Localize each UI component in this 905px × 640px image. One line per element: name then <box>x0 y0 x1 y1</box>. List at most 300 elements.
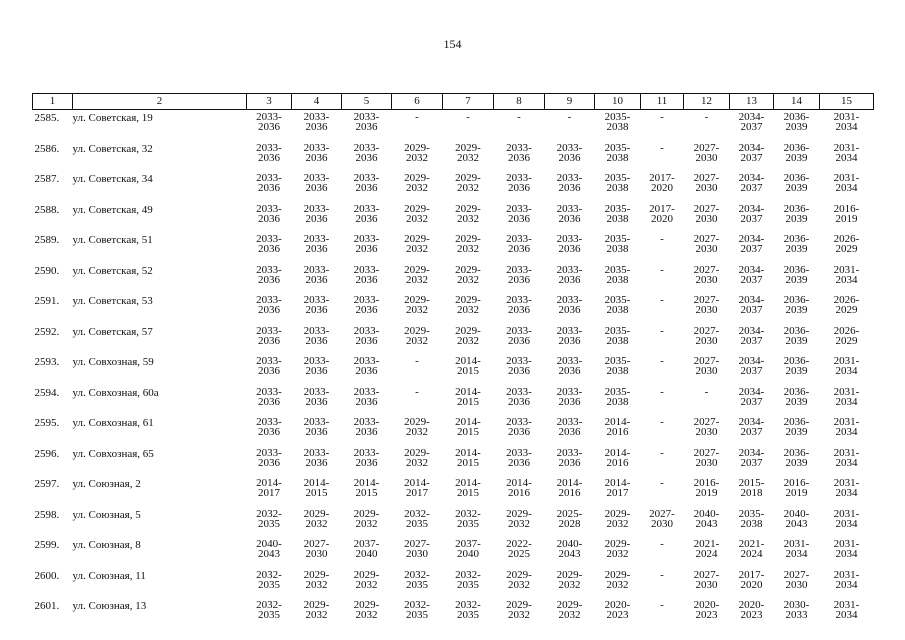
period-cell <box>494 507 545 538</box>
period-value: 2014- 2015 <box>353 477 380 499</box>
period-cell <box>595 385 641 416</box>
period-value: 2026- 2029 <box>833 324 860 347</box>
period-cell <box>545 110 595 141</box>
period-value: - <box>660 538 664 550</box>
period-cell <box>545 507 595 538</box>
row-number: 2592. <box>34 325 60 338</box>
period-value: 2031- 2034 <box>833 538 860 560</box>
period-value: 2029- 2032 <box>404 324 430 347</box>
row-number: 2600. <box>34 569 60 582</box>
period-value: 2034- 2037 <box>738 233 765 255</box>
period-value: 2014- 2017 <box>404 477 430 499</box>
period-cell <box>247 171 292 202</box>
period-cell <box>443 415 494 446</box>
period-value: - <box>466 111 470 123</box>
period-value: 2033- 2036 <box>353 416 380 438</box>
table-row <box>33 476 874 507</box>
period-cell <box>730 263 774 294</box>
period-value: 2034- 2037 <box>738 446 765 469</box>
period-value: 2027- 2030 <box>693 172 720 194</box>
period-cell <box>820 415 874 446</box>
period-value: 2029- 2032 <box>556 568 583 591</box>
period-cell <box>392 141 443 172</box>
address-cell: ул. Советская, 51 <box>72 234 153 246</box>
column-header: 4 <box>292 94 342 110</box>
period-cell <box>392 385 443 416</box>
period-value: 2033- 2036 <box>506 172 532 194</box>
period-cell <box>342 141 392 172</box>
period-cell <box>774 293 820 324</box>
address-cell: ул. Совхозная, 65 <box>72 447 154 460</box>
period-value: - <box>660 294 664 306</box>
period-value: 2029- 2032 <box>506 507 532 530</box>
period-value: 2014- 2015 <box>303 477 330 499</box>
period-cell <box>443 385 494 416</box>
row-number: 2596. <box>34 447 60 460</box>
period-value: - <box>660 324 664 337</box>
period-cell <box>641 568 684 599</box>
period-value: 2033- 2036 <box>303 294 330 316</box>
period-value: 2034- 2037 <box>738 111 765 133</box>
period-value: 2020- 2023 <box>693 599 720 621</box>
period-value: 2033- 2036 <box>303 355 330 377</box>
column-header: 1 <box>33 94 73 110</box>
period-value: 2027- 2030 <box>693 263 720 286</box>
period-value: 2014- 2017 <box>256 477 282 499</box>
period-value: 2033- 2036 <box>303 324 330 347</box>
column-header: 11 <box>641 94 684 110</box>
period-value: 2029- 2032 <box>404 202 430 225</box>
period-cell <box>641 385 684 416</box>
period-value: 2033- 2036 <box>256 233 282 255</box>
period-value: 2025- 2028 <box>556 507 583 530</box>
period-cell <box>595 537 641 568</box>
period-value: 2014- 2015 <box>455 355 481 377</box>
period-cell <box>392 415 443 446</box>
period-cell <box>595 263 641 294</box>
period-cell <box>342 263 392 294</box>
column-header: 10 <box>595 94 641 110</box>
period-cell <box>730 385 774 416</box>
period-value: 2033- 2036 <box>506 385 532 408</box>
period-cell <box>392 537 443 568</box>
table-row <box>33 385 874 416</box>
period-value: 2029- 2032 <box>604 568 631 591</box>
period-value: 2034- 2037 <box>738 355 765 377</box>
address-cell: ул. Советская, 32 <box>72 142 153 155</box>
period-value: 2033- 2036 <box>303 416 330 438</box>
column-header: 5 <box>342 94 392 110</box>
period-value: - <box>660 263 664 276</box>
period-cell <box>820 598 874 629</box>
period-value: 2033- 2036 <box>353 355 380 377</box>
period-value: - <box>415 111 419 123</box>
period-value: 2035- 2038 <box>604 141 631 164</box>
period-value: 2016- 2019 <box>783 477 810 499</box>
period-cell <box>494 293 545 324</box>
period-value: 2036- 2039 <box>783 141 810 164</box>
period-value: 2036- 2039 <box>783 263 810 286</box>
period-cell <box>595 354 641 385</box>
table-row <box>33 141 874 172</box>
address-cell: ул. Советская, 19 <box>72 112 153 124</box>
period-value: 2014- 2015 <box>455 385 481 408</box>
period-value: 2033- 2036 <box>256 141 282 164</box>
period-cell <box>494 476 545 507</box>
period-cell <box>292 324 342 355</box>
period-cell <box>595 598 641 629</box>
period-value: 2029- 2032 <box>404 172 430 194</box>
period-value: 2033- 2036 <box>556 172 583 194</box>
period-cell <box>820 293 874 324</box>
period-cell <box>641 507 684 538</box>
period-value: 2031- 2034 <box>833 355 860 377</box>
period-value: 2021- 2024 <box>693 538 720 560</box>
period-cell <box>730 141 774 172</box>
period-value: 2034- 2037 <box>738 385 765 408</box>
period-cell <box>595 507 641 538</box>
period-cell <box>494 598 545 629</box>
period-cell <box>730 171 774 202</box>
period-cell <box>443 293 494 324</box>
period-value: 2033- 2036 <box>353 294 380 316</box>
period-value: 2029- 2032 <box>455 263 481 286</box>
period-value: - <box>660 355 664 367</box>
period-value: - <box>660 141 664 154</box>
period-cell <box>820 507 874 538</box>
period-value: 2033- 2036 <box>256 202 282 225</box>
period-cell <box>545 141 595 172</box>
period-cell <box>595 293 641 324</box>
period-cell <box>292 293 342 324</box>
period-cell <box>684 537 730 568</box>
period-cell <box>342 110 392 141</box>
period-value: 2033- 2036 <box>353 172 380 194</box>
period-value: 2040- 2043 <box>783 507 810 530</box>
period-value: 2033- 2036 <box>506 416 532 438</box>
period-cell <box>820 446 874 477</box>
row-number: 2601. <box>34 600 60 612</box>
period-cell <box>641 141 684 172</box>
period-cell <box>342 476 392 507</box>
period-cell <box>684 232 730 263</box>
period-cell <box>730 598 774 629</box>
period-cell <box>247 598 292 629</box>
period-value: 2029- 2032 <box>404 416 430 438</box>
period-value: 2033- 2036 <box>256 263 282 286</box>
period-cell <box>641 232 684 263</box>
period-value: 2033- 2036 <box>256 385 282 408</box>
period-cell <box>545 598 595 629</box>
period-value: - <box>415 355 419 367</box>
row-number: 2597. <box>34 478 60 490</box>
address-cell: ул. Советская, 53 <box>72 295 153 307</box>
period-cell <box>774 202 820 233</box>
period-value: 2035- 2038 <box>604 263 631 286</box>
period-cell <box>730 568 774 599</box>
period-value: 2033- 2036 <box>353 202 380 225</box>
address-cell: ул. Союзная, 2 <box>72 478 141 490</box>
period-value: - <box>415 385 419 398</box>
period-value: 2036- 2039 <box>783 111 810 133</box>
period-value: 2034- 2037 <box>738 202 765 225</box>
period-value: 2031- 2034 <box>833 477 860 499</box>
period-value: 2033- 2036 <box>256 172 282 194</box>
period-cell <box>595 324 641 355</box>
period-value: 2031- 2034 <box>833 111 860 133</box>
period-cell <box>641 110 684 141</box>
row-number: 2595. <box>34 417 60 429</box>
period-cell <box>545 476 595 507</box>
period-value: - <box>660 416 664 428</box>
period-cell <box>247 568 292 599</box>
period-cell <box>494 202 545 233</box>
period-value: - <box>660 446 664 459</box>
period-value: 2033- 2036 <box>556 263 583 286</box>
period-value: 2035- 2038 <box>604 355 631 377</box>
period-cell <box>730 507 774 538</box>
period-cell <box>247 263 292 294</box>
period-cell <box>595 202 641 233</box>
period-cell <box>247 110 292 141</box>
period-cell <box>292 171 342 202</box>
period-value: - <box>567 111 572 123</box>
period-value: 2027- 2030 <box>693 446 720 469</box>
period-cell <box>392 507 443 538</box>
period-value: 2014- 2016 <box>604 446 631 469</box>
period-cell <box>545 385 595 416</box>
period-cell <box>641 446 684 477</box>
period-value: 2020- 2023 <box>738 599 765 621</box>
period-value: 2033- 2036 <box>556 416 583 438</box>
address-cell: ул. Совхозная, 59 <box>72 356 154 368</box>
period-cell <box>545 202 595 233</box>
period-cell <box>342 568 392 599</box>
row-number: 2587. <box>34 173 60 185</box>
table-row <box>33 232 874 263</box>
period-value: 2033- 2036 <box>303 263 330 286</box>
period-cell <box>247 476 292 507</box>
period-cell <box>443 354 494 385</box>
period-value: 2032- 2035 <box>404 507 430 530</box>
period-cell <box>342 293 392 324</box>
period-value: 2033- 2036 <box>303 172 330 194</box>
period-value: 2033- 2036 <box>506 324 532 347</box>
period-value: 2031- 2034 <box>833 141 860 164</box>
period-cell <box>684 354 730 385</box>
row-number: 2585. <box>34 112 60 124</box>
period-cell <box>820 232 874 263</box>
period-cell <box>494 263 545 294</box>
period-cell <box>820 141 874 172</box>
period-cell <box>730 354 774 385</box>
period-value: 2027- 2030 <box>693 233 720 255</box>
period-value: 2033- 2036 <box>506 202 532 225</box>
period-cell <box>545 232 595 263</box>
period-cell <box>774 598 820 629</box>
column-header: 12 <box>684 94 730 110</box>
period-cell <box>392 354 443 385</box>
period-cell <box>774 324 820 355</box>
period-cell <box>641 202 684 233</box>
period-cell <box>292 568 342 599</box>
period-value: 2033- 2036 <box>353 385 380 408</box>
period-cell <box>641 415 684 446</box>
period-value: 2032- 2035 <box>455 599 481 621</box>
period-value: 2027- 2030 <box>693 324 720 347</box>
address-cell: ул. Союзная, 11 <box>72 569 146 582</box>
period-cell <box>595 446 641 477</box>
period-cell <box>342 446 392 477</box>
period-cell <box>774 171 820 202</box>
page-number: 154 <box>443 37 462 51</box>
period-cell <box>684 476 730 507</box>
period-cell <box>443 263 494 294</box>
address-cell: ул. Советская, 57 <box>72 325 153 338</box>
period-cell <box>494 537 545 568</box>
period-value: - <box>660 111 664 123</box>
address-cell: ул. Советская, 34 <box>72 173 153 185</box>
row-number: 2591. <box>34 295 60 307</box>
period-value: 2031- 2034 <box>833 416 860 438</box>
period-cell <box>494 385 545 416</box>
period-cell <box>545 324 595 355</box>
period-value: 2033- 2036 <box>506 355 532 377</box>
period-value: 2033- 2036 <box>556 141 583 164</box>
period-value: - <box>704 111 709 123</box>
period-value: 2036- 2039 <box>783 416 810 438</box>
period-cell <box>392 568 443 599</box>
column-header: 6 <box>392 94 443 110</box>
period-cell <box>684 568 730 599</box>
period-value: 2033- 2036 <box>506 446 532 469</box>
period-cell <box>641 324 684 355</box>
period-value: 2040- 2043 <box>693 507 720 530</box>
period-cell <box>545 171 595 202</box>
period-value: 2029- 2032 <box>404 294 430 316</box>
period-cell <box>443 202 494 233</box>
period-value: 2033- 2036 <box>303 111 330 133</box>
period-cell <box>595 171 641 202</box>
period-value: 2014- 2015 <box>455 446 481 469</box>
period-value: 2029- 2032 <box>404 263 430 286</box>
period-value: 2033- 2036 <box>256 294 282 316</box>
period-value: 2017- 2020 <box>649 202 675 225</box>
row-number: 2588. <box>34 203 60 216</box>
period-value: 2035- 2038 <box>604 385 631 408</box>
period-value: 2026- 2029 <box>833 294 860 316</box>
period-cell <box>443 110 494 141</box>
row-number: 2589. <box>34 234 60 246</box>
period-cell <box>684 263 730 294</box>
period-value: 2029- 2032 <box>455 294 481 316</box>
period-cell <box>641 598 684 629</box>
schedule-body <box>33 110 874 629</box>
period-cell <box>730 324 774 355</box>
period-cell <box>730 415 774 446</box>
table-row <box>33 324 874 355</box>
period-cell <box>342 354 392 385</box>
address-cell: ул. Совхозная, 61 <box>72 417 154 429</box>
period-value: 2029- 2032 <box>353 507 380 530</box>
period-value: 2031- 2034 <box>833 568 860 591</box>
period-value: 2036- 2039 <box>783 324 810 347</box>
period-value: 2033- 2036 <box>256 355 282 377</box>
period-value: 2033- 2036 <box>506 263 532 286</box>
period-cell <box>730 446 774 477</box>
period-value: 2033- 2036 <box>353 233 380 255</box>
column-header: 9 <box>545 94 595 110</box>
table-row <box>33 598 874 629</box>
period-value: 2034- 2037 <box>738 263 765 286</box>
period-value: 2035- 2038 <box>604 294 631 316</box>
table-row <box>33 354 874 385</box>
period-cell <box>247 446 292 477</box>
period-cell <box>342 415 392 446</box>
period-value: 2035- 2038 <box>738 507 765 530</box>
period-cell <box>443 476 494 507</box>
period-cell <box>292 110 342 141</box>
period-cell <box>684 598 730 629</box>
period-value: 2029- 2032 <box>353 568 380 591</box>
period-cell <box>247 202 292 233</box>
period-value: 2029- 2032 <box>455 202 481 225</box>
period-cell <box>342 598 392 629</box>
period-cell <box>774 537 820 568</box>
period-value: 2014- 2016 <box>556 477 583 499</box>
period-value: 2032- 2035 <box>256 507 282 530</box>
period-cell <box>342 507 392 538</box>
period-value: 2014- 2015 <box>455 477 481 499</box>
period-value: 2027- 2030 <box>693 294 720 316</box>
period-cell <box>774 415 820 446</box>
period-cell <box>392 598 443 629</box>
period-value: 2027- 2030 <box>693 355 720 377</box>
period-value: 2031- 2034 <box>833 507 860 530</box>
period-value: 2027- 2030 <box>303 538 330 560</box>
row-number: 2594. <box>34 386 60 399</box>
period-cell <box>443 324 494 355</box>
period-cell <box>443 171 494 202</box>
period-value: 2020- 2023 <box>604 599 631 621</box>
period-cell <box>684 110 730 141</box>
period-cell <box>392 476 443 507</box>
address-cell: ул. Союзная, 8 <box>72 539 141 551</box>
period-value: 2032- 2035 <box>256 599 282 621</box>
period-cell <box>774 507 820 538</box>
period-value: 2040- 2043 <box>256 538 282 560</box>
period-cell <box>247 507 292 538</box>
table-row <box>33 293 874 324</box>
period-cell <box>494 415 545 446</box>
period-value: 2029- 2032 <box>404 233 430 255</box>
period-value: 2036- 2039 <box>783 294 810 316</box>
period-value: 2029- 2032 <box>404 141 430 164</box>
period-cell <box>545 415 595 446</box>
period-cell <box>292 476 342 507</box>
period-value: 2033- 2036 <box>556 355 583 377</box>
table-row <box>33 263 874 294</box>
period-value: 2032- 2035 <box>455 507 481 530</box>
period-cell <box>820 476 874 507</box>
period-value: 2027- 2030 <box>404 538 430 560</box>
period-cell <box>247 141 292 172</box>
period-value: 2031- 2034 <box>833 599 860 621</box>
period-cell <box>684 324 730 355</box>
period-value: 2029- 2032 <box>455 141 481 164</box>
period-cell <box>392 263 443 294</box>
period-cell <box>292 507 342 538</box>
